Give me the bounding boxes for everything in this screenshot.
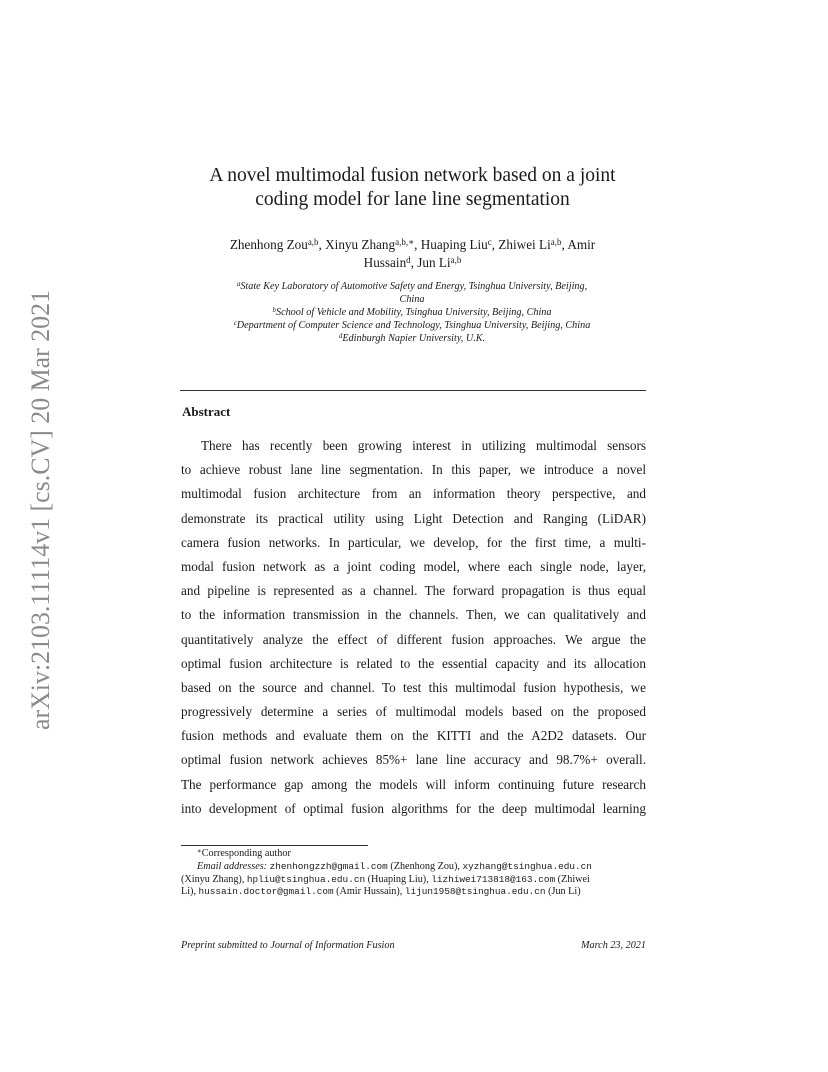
affiliation-marker: c: [487, 236, 492, 247]
affiliation-marker: d: [406, 254, 411, 265]
email-address: zhenhongzzh@gmail.com: [269, 860, 388, 872]
footnote-text: Corresponding author: [201, 848, 291, 859]
abstract-line: quantitatively analyze the effect of different fusion approaches. We argue the: [181, 631, 646, 647]
abstract-line: to achieve robust lane line segmentation. In this paper, we introduce a novel: [181, 462, 646, 478]
author-name: Jun Li: [417, 255, 451, 270]
affiliation-mark: c: [233, 319, 237, 327]
affiliation-text-continued: China: [399, 294, 425, 305]
footnote-emails-line-1: [181, 861, 646, 874]
paper-title-line-1: A novel multimodal fusion network based on a joint: [209, 165, 616, 186]
arxiv-identifier-stamp: [25, 290, 55, 730]
email-owner: (Jun Li): [545, 886, 581, 898]
abstract-line: There has recently been growing interest in utilizing multimodal sensors: [201, 438, 646, 453]
email-owner: (Xinyu Zhang),: [181, 873, 247, 885]
affiliation-b: [182, 306, 642, 319]
affiliation-marker: a,b,∗: [395, 236, 415, 247]
footnote-mark: ∗: [197, 847, 202, 855]
affiliation-marker: a,b: [307, 236, 319, 247]
affiliation-mark: a: [236, 280, 241, 288]
paper-title-line-2: coding model for lane line segmentation: [255, 189, 570, 210]
email-owner: (Huaping Liu),: [365, 873, 432, 885]
author-name: Zhenhong Zou: [229, 237, 308, 252]
page-footer: [181, 940, 646, 951]
affiliation-list: [182, 280, 642, 345]
affiliation-a: [182, 280, 642, 306]
affiliation-mark: d: [338, 332, 343, 340]
affiliation-text: State Key Laboratory of Automotive Safety and Energy, Tsinghua University, Beijing,: [240, 281, 588, 292]
arxiv-identifier-text: arXiv:2103.11114v1 [cs.CV] 20 Mar 2021: [26, 290, 55, 730]
footnote-emails-line-3: [181, 886, 646, 899]
abstract-line: into development of optimal fusion algorithms for the deep multimodal learning: [181, 800, 646, 816]
abstract-line: multimodal fusion architecture from an information theory perspective, and: [181, 486, 646, 502]
email-owner: (Zhiwei: [555, 873, 590, 885]
email-owner: (Amir Hussain),: [333, 886, 405, 898]
affiliation-marker: a,b: [550, 236, 562, 247]
abstract-line: camera fusion networks. In particular, we develop, for the first time, a multi-: [181, 534, 646, 550]
author-name: Zhiwei Li: [498, 237, 551, 252]
abstract-line: modal fusion network as a joint coding model, where each single node, layer,: [181, 558, 646, 574]
abstract-heading: Abstract: [182, 404, 231, 419]
abstract-line: and pipeline is represented as a channel. The forward propagation is thus equal: [181, 583, 646, 599]
footnote-corresponding: [181, 848, 646, 861]
paper-title: [160, 164, 665, 212]
affiliation-d: [182, 332, 642, 345]
preprint-note: Preprint submitted to Journal of Information Fusion: [181, 940, 395, 951]
abstract-line: demonstrate its practical utility using Light Detection and Ranging (LiDAR): [181, 510, 646, 526]
author-name: Amir: [567, 237, 596, 252]
abstract-line: fusion methods and evaluate them on the KITTI and the A2D2 datasets. Our: [181, 728, 646, 744]
abstract-line: The performance gap among the models will inform continuing future research: [181, 776, 646, 792]
author-name: Hussain: [363, 255, 407, 270]
abstract-line: progressively determine a series of multimodal models based on the proposed: [181, 704, 646, 720]
abstract-line: optimal fusion architecture is related to the essential capacity and its allocation: [181, 655, 646, 671]
affiliation-mark: b: [272, 306, 276, 314]
author-list: Zhenhong Zou$^{a,b}$, Xinyu Zhang$^{a,b,∗}$, Huaping Liu$^c$, Zhiwei Li$^{a,b}$, Amir Hussain$^d$, Jun Li$^{a,b}$: [229, 236, 596, 270]
email-address: hussain.doctor@gmail.com: [198, 886, 334, 898]
footnote-rule: [181, 845, 368, 846]
affiliation-text: Edinburgh Napier University, U.K.: [342, 333, 486, 344]
email-owner: (Zhenhong Zou),: [387, 860, 463, 872]
email-address: lizhiwei713818@163.com: [431, 873, 556, 885]
email-address: hpliu@tsinghua.edu.cn: [246, 873, 366, 885]
abstract-line: based on the source and channel. To test this multimodal fusion hypothesis, we: [181, 679, 646, 695]
email-address: lijun1958@tsinghua.edu.cn: [404, 886, 546, 898]
author-name: Xinyu Zhang: [325, 237, 396, 252]
affiliation-marker: a,b: [450, 254, 462, 265]
affiliation-text: School of Vehicle and Mobility, Tsinghua University, Beijing, China: [275, 307, 552, 318]
affiliation-text: Department of Computer Science and Technology, Tsinghua University, Beijing, China: [236, 320, 591, 331]
abstract-line: optimal fusion network achieves 85%+ lane line accuracy and 98.7%+ overall.: [181, 752, 646, 768]
footnotes: [181, 848, 646, 899]
email-label: Email addresses:: [197, 860, 268, 872]
abstract-line: to the information transmission in the channels. Then, we can qualitatively and: [181, 607, 646, 623]
email-owner: Li),: [181, 886, 199, 898]
footnote-emails-line-2: [181, 874, 646, 887]
affiliation-c: [182, 319, 642, 332]
author-name: Huaping Liu: [420, 237, 488, 252]
abstract-body: [181, 434, 646, 821]
abstract-top-rule: [180, 390, 646, 391]
footer-date: March 23, 2021: [581, 940, 646, 951]
email-address: xyzhang@tsinghua.edu.cn: [462, 860, 592, 872]
